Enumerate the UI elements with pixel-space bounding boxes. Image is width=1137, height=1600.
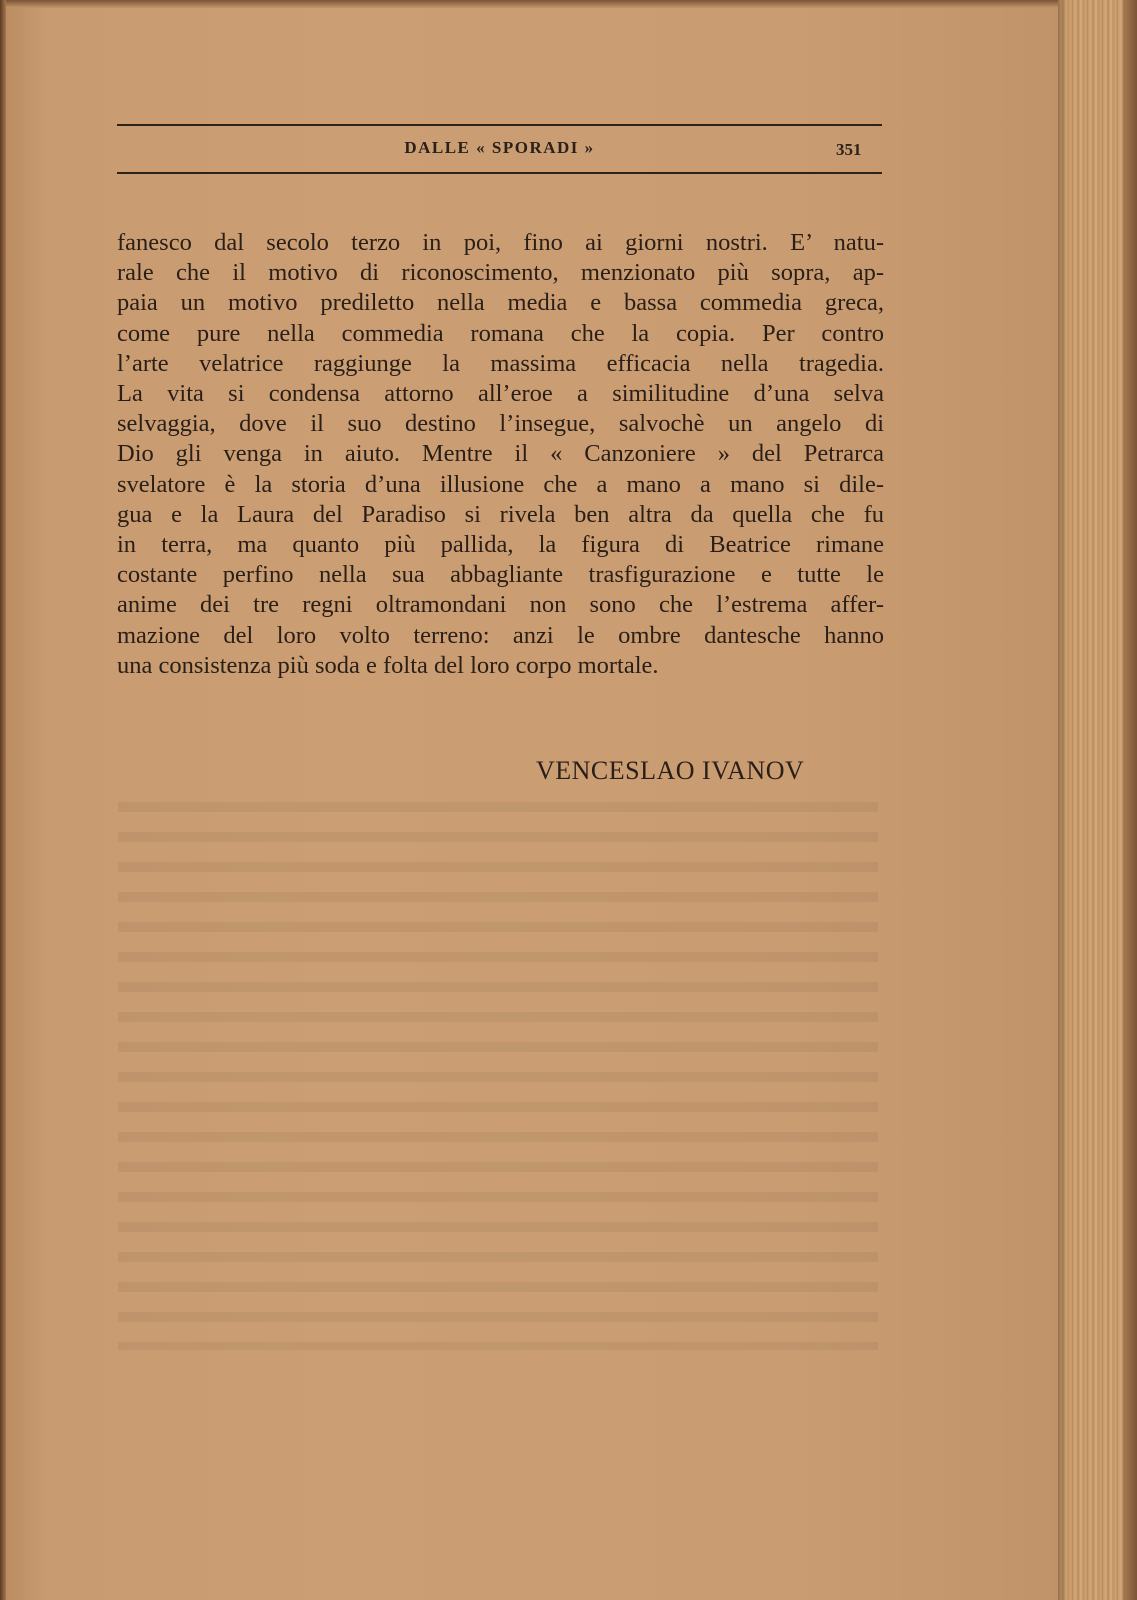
header-rule-top xyxy=(117,124,882,126)
running-header-title: DALLE « SPORADI » xyxy=(404,138,595,157)
show-through-texture xyxy=(118,790,878,1350)
text-line: paia un motivo prediletto nella media e bassa commedia greca, xyxy=(117,289,884,317)
text-line: costante perfino nella sua abbagliante trasfigurazione e tutte le xyxy=(117,561,884,589)
binding-edge xyxy=(0,0,6,1600)
gutter-shadow xyxy=(1058,0,1068,1600)
page-number: 351 xyxy=(836,140,862,159)
text-line: Dio gli venga in aiuto. Mentre il « Canzoniere » del Petrarca xyxy=(117,440,884,468)
page-top-edge xyxy=(0,0,1137,8)
page-edges-stack xyxy=(1058,0,1137,1600)
text-line: l’arte velatrice raggiunge la massima efficacia nella tragedia. xyxy=(117,349,884,377)
text-line: selvaggia, dove il suo destino l’insegue, salvochè un angelo di xyxy=(117,410,884,438)
text-line: gua e la Laura del Paradiso si rivela ben altra da quella che fu xyxy=(117,500,884,528)
text-line: svelatore è la storia d’una illusione che a mano a mano si dile- xyxy=(117,470,884,498)
text-line: fanesco dal secolo terzo in poi, fino ai giorni nostri. E’ natu- xyxy=(117,229,884,256)
text-line: mazione del loro volto terreno: anzi le ombre dantesche hanno xyxy=(117,621,884,649)
text-line: in terra, ma quanto più pallida, la figura di Beatrice rimane xyxy=(117,531,884,559)
body-paragraph xyxy=(117,228,884,681)
text-line: anime dei tre regni oltramondani non sono che l’estrema affer- xyxy=(117,591,884,619)
cover-edge xyxy=(1123,0,1137,1600)
author-signature: VENCESLAO IVANOV xyxy=(536,756,805,785)
text-line: La vita si condensa attorno all’eroe a similitudine d’una selva xyxy=(117,380,884,408)
text-line-last: una consistenza più soda e folta del loro corpo mortale. xyxy=(117,651,659,679)
text-line: come pure nella commedia romana che la copia. Per contro xyxy=(117,319,884,347)
header-rule-bottom xyxy=(117,172,882,174)
text-line: rale che il motivo di riconoscimento, menzionato più sopra, ap- xyxy=(117,259,884,287)
